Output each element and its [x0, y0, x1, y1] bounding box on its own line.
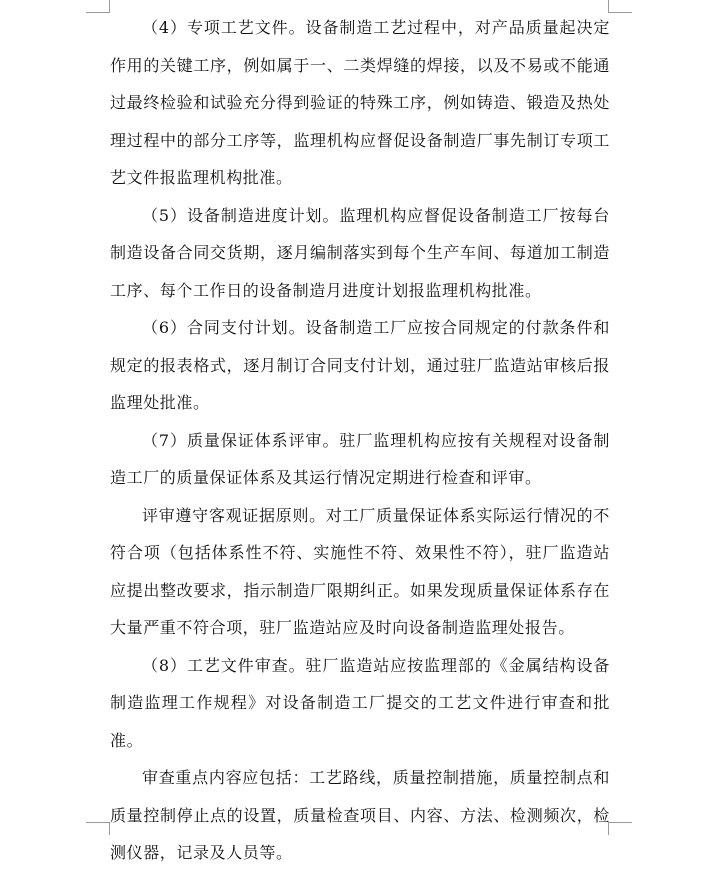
paragraph-review-principle: 评审遵守客观证据原则。对工厂质量保证体系实际运行情况的不符合项（包括体系性不符、实施性不符、效果性不符），驻厂监造站应提出整改要求，指示制造厂限期纠正。如果发现质量保证体系存在大量严重不符合项，驻厂监造站应及时向设备制造监理处报告。: [110, 505, 610, 637]
paragraph-review-focus: 审查重点内容应包括：工艺路线，质量控制措施，质量控制点和质量控制停止点的设置，质量检查项目、内容、方法、检测频次，检测仪器，记录及人员等。: [110, 768, 610, 862]
paragraph-document-review: （8）工艺文件审查。驻厂监造站应按监理部的《金属结构设备制造监理工作规程》对设备制造工厂提交的工艺文件进行审查和批准。: [110, 655, 610, 750]
crop-mark-bottom-right: [608, 822, 632, 823]
paragraph-payment-plan: （6）合同支付计划。设备制造工厂应按合同规定的付款条件和规定的报表格式，逐月制订合同支付计划，通过驻厂监造站审核后报监理处批准。: [110, 318, 610, 412]
crop-mark-top-right: [608, 12, 632, 13]
document-body: [110, 9, 610, 872]
crop-mark-bottom-left: [86, 822, 110, 823]
paragraph-process-documents: （4）专项工艺文件。设备制造工艺过程中，对产品质量起决定作用的关键工序，例如属于一、二类焊缝的焊接，以及不易或不能通过最终检验和试验充分得到验证的特殊工序，例如铸造、锻造及热处理过程中的部分工序等，监理机构应督促设备制造厂事先制订专项工艺文件报监理机构批准。: [110, 18, 610, 187]
paragraph-quality-review: （7）质量保证体系评审。驻厂监理机构应按有关规程对设备制造工厂的质量保证体系及其运行情况定期进行检查和评审。: [110, 430, 610, 487]
crop-mark-top-left: [86, 12, 110, 13]
paragraph-schedule-plan: （5）设备制造进度计划。监理机构应督促设备制造工厂按每台制造设备合同交货期，逐月编制落实到每个生产车间、每道加工制造工序、每个工作日的设备制造月进度计划报监理机构批准。: [110, 205, 610, 300]
